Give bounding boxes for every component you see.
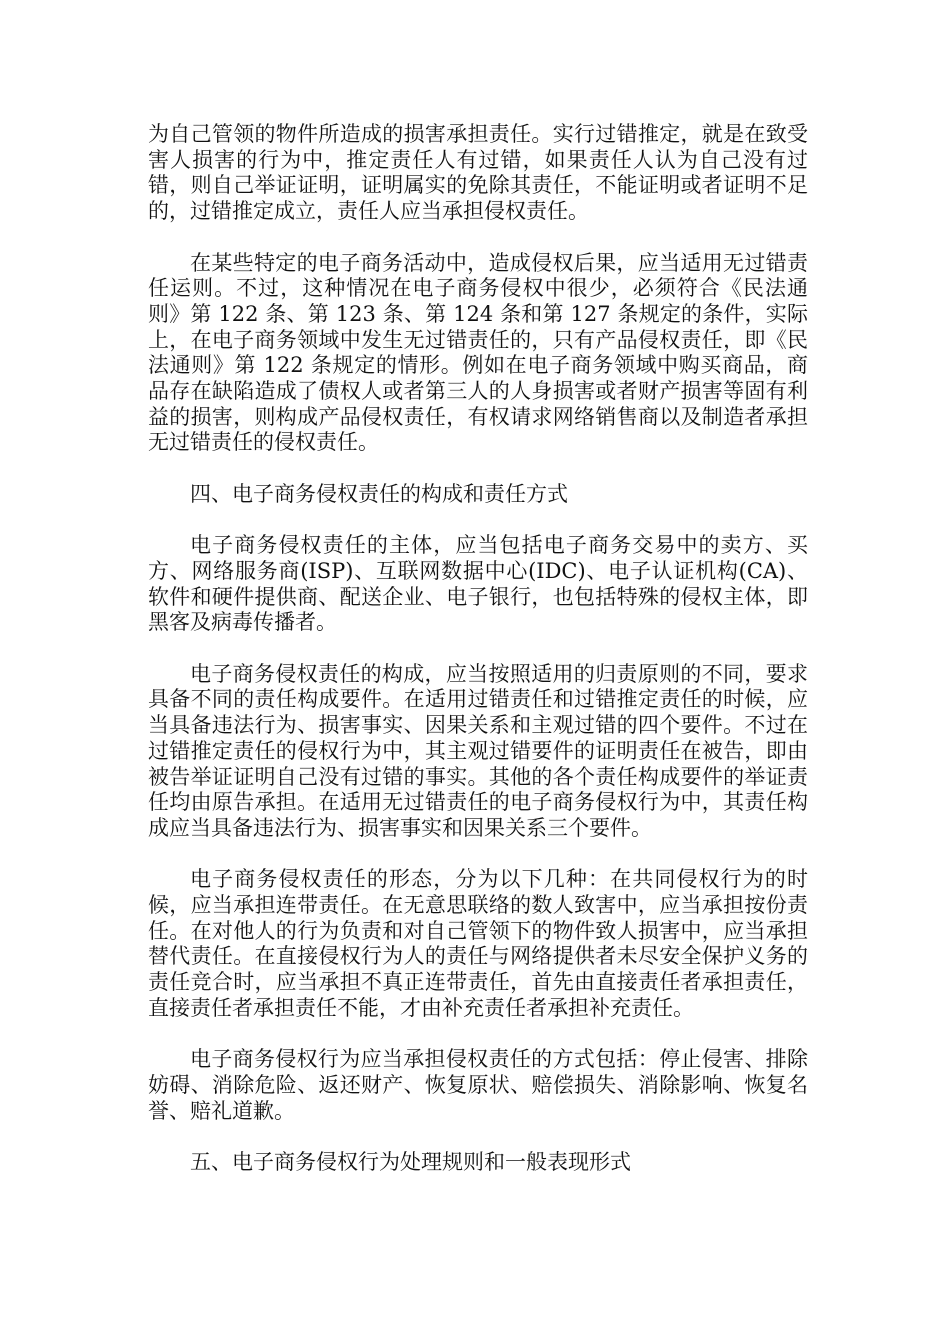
document-body <box>148 122 808 1201</box>
paragraph-liability-methods: 电子商务侵权行为应当承担侵权责任的方式包括：停止侵害、排除妨碍、消除危险、返还财产、恢复原状、赔偿损失、消除影响、恢复名誉、赔礼道歉。 <box>148 1047 808 1123</box>
paragraph-continuation: 为自己管领的物件所造成的损害承担责任。实行过错推定，就是在致受害人损害的行为中，推定责任人有过错，如果责任人认为自己没有过错，则自己举证证明，证明属实的免除其责任，不能证明或者证明不足的，过错推定成立，责任人应当承担侵权责任。 <box>148 122 808 224</box>
paragraph-no-fault-liability: 在某些特定的电子商务活动中，造成侵权后果，应当适用无过错责任运则。不过，这种情况在电子商务侵权中很少，必须符合《民法通则》第 122 条、第 123 条、第 124 条和第 127 条规定的条件，实际上，在电子商务领域中发生无过错责任的，只有产品侵权责任，即《民法通则》第 122 条规定的情形。例如在电子商务领域中购买商品，商品存在缺陷造成了债权人或者第三人的人身损害或者财产损害等固有利益的损害，则构成产品侵权责任，有权请求网络销售商以及制造者承担无过错责任的侵权责任。 <box>148 250 808 455</box>
section-heading-4: 四、电子商务侵权责任的构成和责任方式 <box>190 481 568 506</box>
section-heading-5: 五、电子商务侵权行为处理规则和一般表现形式 <box>190 1150 631 1175</box>
paragraph-liability-forms: 电子商务侵权责任的形态，分为以下几种：在共同侵权行为的时候，应当承担连带责任。在无意思联络的数人致害中，应当承担按份责任。在对他人的行为负责和对自己管领下的物件致人损害中，应当承担替代责任。在直接侵权行为人的责任与网络提供者未尽安全保护义务的责任竞合时，应当承担不真正连带责任，首先由直接责任者承担责任，直接责任者承担责任不能，才由补充责任者承担补充责任。 <box>148 867 808 1020</box>
paragraph-liability-elements: 电子商务侵权责任的构成，应当按照适用的归责原则的不同，要求具备不同的责任构成要件。在适用过错责任和过错推定责任的时候，应当具备违法行为、损害事实、因果关系和主观过错的四个要件。不过在过错推定责任的侵权行为中，其主观过错要件的证明责任在被告，即由被告举证证明自己没有过错的事实。其他的各个责任构成要件的举证责任均由原告承担。在适用无过错责任的电子商务侵权行为中，其责任构成应当具备违法行为、损害事实和因果关系三个要件。 <box>148 661 808 840</box>
paragraph-liability-subjects: 电子商务侵权责任的主体，应当包括电子商务交易中的卖方、买方、网络服务商(ISP)、互联网数据中心(IDC)、电子认证机构(CA)、软件和硬件提供商、配送企业、电子银行，也包括特殊的侵权主体，即黑客及病毒传播者。 <box>148 533 808 635</box>
